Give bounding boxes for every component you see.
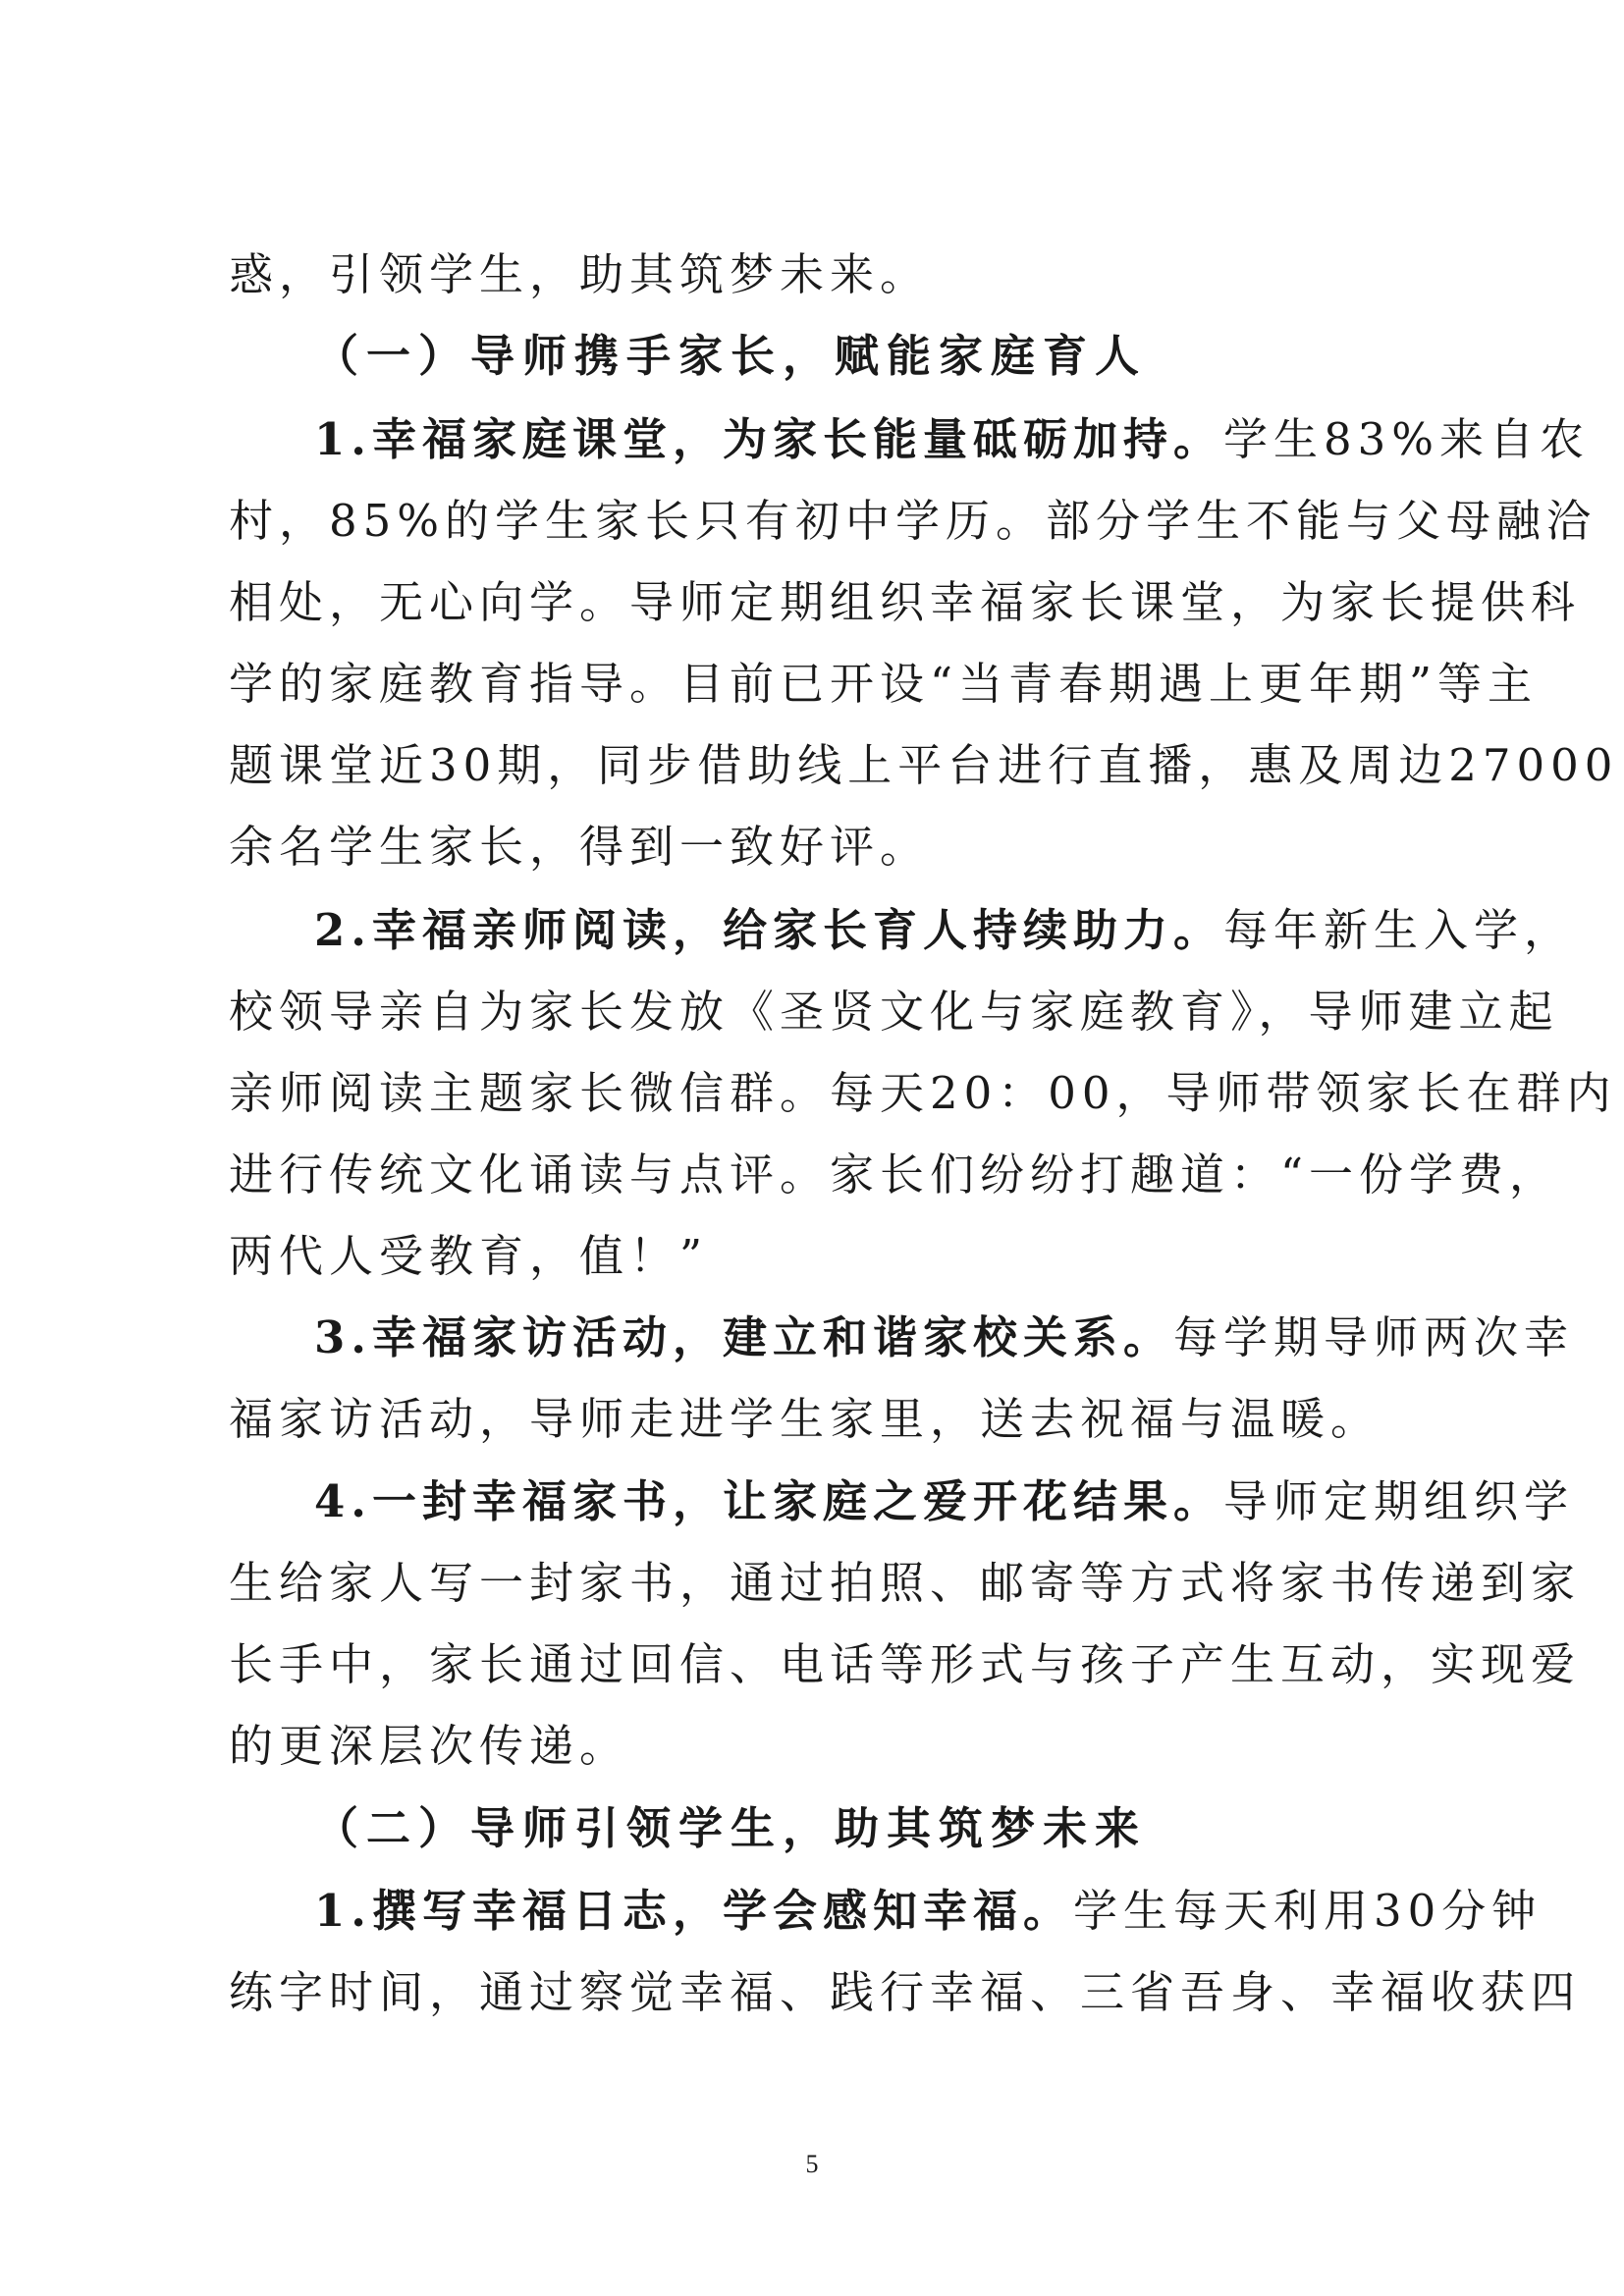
paragraph-lead: 3.幸福家访活动，建立和谐家校关系。	[314, 1311, 1173, 1363]
paragraph-lead: 4.一封幸福家书，让家庭之爱开花结果。	[314, 1475, 1223, 1527]
paragraph-first-line: 3.幸福家访活动，建立和谐家校关系。每学期导师两次幸	[314, 1311, 1574, 1363]
paragraph-first-line: 4.一封幸福家书，让家庭之爱开花结果。导师定期组织学	[314, 1475, 1574, 1527]
body-line: 练字时间，通过察觉幸福、践行幸福、三省吾身、幸福收获四	[229, 1966, 1582, 2018]
body-line: 惑，引领学生，助其筑梦未来。	[229, 248, 931, 300]
body-line: 村，85%的学生家长只有初中学历。部分学生不能与父母融洽	[229, 495, 1597, 547]
body-line: 学的家庭教育指导。目前已开设“当青春期遇上更年期”等主	[229, 658, 1539, 710]
body-line: 亲师阅读主题家长微信群。每天20：00，导师带领家长在群内	[229, 1067, 1617, 1119]
section-heading: （二）导师引领学生，助其筑梦未来	[314, 1802, 1148, 1854]
body-line: 题课堂近30期，同步借助线上平台进行直播，惠及周边27000	[229, 739, 1619, 791]
body-line: 两代人受教育，值！”	[229, 1230, 709, 1282]
paragraph-first-line: 1.幸福家庭课堂，为家长能量砥砺加持。学生83%来自农	[314, 413, 1591, 465]
body-line: 福家访活动，导师走进学生家里，送去祝福与温暖。	[229, 1393, 1381, 1445]
body-line: 长手中，家长通过回信、电话等形式与孩子产生互动，实现爱	[229, 1638, 1582, 1690]
body-line: 的更深层次传递。	[229, 1720, 630, 1772]
paragraph-lead: 2.幸福亲师阅读，给家长育人持续助力。	[314, 904, 1223, 956]
body-line: 余名学生家长，得到一致好评。	[229, 821, 931, 873]
body-line: 生给家人写一封家书，通过拍照、邮寄等方式将家书传递到家	[229, 1557, 1582, 1609]
body-line: 相处，无心向学。导师定期组织幸福家长课堂，为家长提供科	[229, 576, 1582, 628]
paragraph-lead: 1.幸福家庭课堂，为家长能量砥砺加持。	[314, 413, 1223, 465]
body-line: 校领导亲自为家长发放《圣贤文化与家庭教育》，导师建立起	[229, 986, 1559, 1038]
paragraph-lead: 1.撰写幸福日志，学会感知幸福。	[314, 1885, 1073, 1937]
body-line: 进行传统文化诵读与点评。家长们纷纷打趣道：“一份学费，	[229, 1148, 1560, 1201]
section-heading: （一）导师携手家长，赋能家庭育人	[314, 330, 1148, 382]
page-number: 5	[805, 2150, 819, 2178]
paragraph-first-line: 1.撰写幸福日志，学会感知幸福。学生每天利用30分钟	[314, 1885, 1543, 1937]
paragraph-first-line: 2.幸福亲师阅读，给家长育人持续助力。每年新生入学，	[314, 904, 1574, 956]
